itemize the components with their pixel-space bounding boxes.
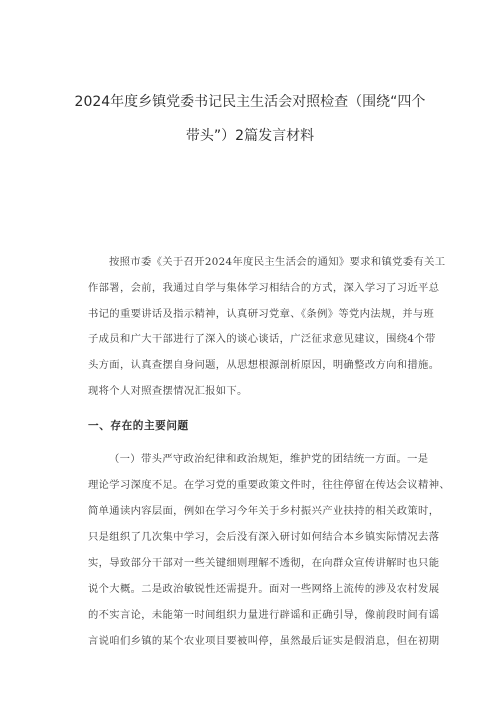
document-title-line-2: 带头”）2篇发言材料: [185, 128, 315, 144]
intro-line: 按照市委《关于召开2024年度民主生活会的通知》要求和镇党委有关工: [109, 256, 446, 268]
body-line: 只是组织了几次集中学习，会后没有深入研讨如何结合本乡镇实际情况去落: [88, 531, 440, 543]
body-line: 言说咱们乡镇的某个农业项目要被叫停，虽然最后证实是假消息，但在初期: [88, 635, 440, 647]
intro-line: 作部署，会前，我通过自学与集体学习相结合的方式，深入学习了习近平总: [88, 282, 440, 294]
body-line: （一）带头严守政治纪律和政治规矩，维护党的团结统一方面。一是: [109, 453, 429, 465]
body-line: 说个大概。二是政治敏锐性还需提升。面对一些网络上流传的涉及农村发展: [88, 583, 440, 595]
intro-line: 头方面，认真查摆自身问题，从思想根源剖析原因，明确整改方向和措施。: [88, 359, 440, 371]
section-heading: 一、存在的主要问题: [88, 420, 189, 432]
intro-line: 现将个人对照查摆情况汇报如下。: [88, 385, 248, 397]
document-title-line-1: 2024年度乡镇党委书记民主生活会对照检查（围绕“四个: [74, 94, 426, 110]
body-line: 的不实言论，未能第一时间组织力量进行辟谣和正确引导，像前段时间有谣: [88, 609, 440, 621]
body-line: 实，导致部分干部对一些关键细则理解不透彻，在向群众宣传讲解时也只能: [88, 557, 440, 569]
intro-line: 书记的重要讲话及指示精神，认真研习党章、《条例》等党内法规，并与班: [88, 308, 435, 320]
body-line: 理论学习深度不足。在学习党的重要政策文件时，往往停留在传达会议精神、: [88, 479, 450, 491]
intro-line: 子成员和广大干部进行了深入的谈心谈话，广泛征求意见建议，围绕4个带: [88, 333, 436, 345]
body-line: 简单通读内容层面，例如在学习今年关于乡村振兴产业扶持的相关政策时，: [88, 505, 440, 517]
